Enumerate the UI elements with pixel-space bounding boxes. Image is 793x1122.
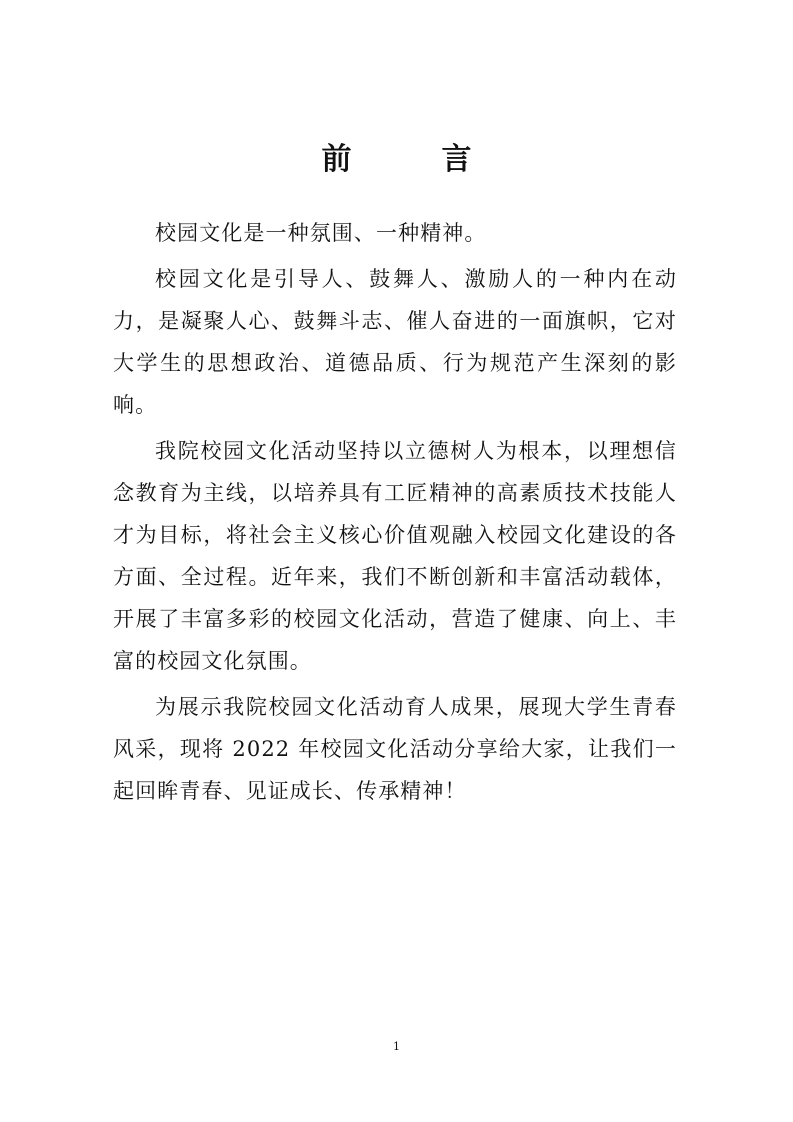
preface-body bbox=[113, 212, 677, 816]
paragraph-3: 我院校园文化活动坚持以立德树人为根本，以理想信念教育为主线，以培养具有工匠精神的高素质技术技能人才为目标，将社会主义核心价值观融入校园文化建设的各方面、全过程。近年来，我们不断创新和丰富活动载体，开展了丰富多彩的校园文化活动，营造了健康、向上、丰富的校园文化氛围。 bbox=[113, 439, 677, 673]
page-title: 前 言 bbox=[321, 142, 502, 177]
page-number: 1 bbox=[393, 1040, 400, 1053]
paragraph-1: 校园文化是一种氛围、一种精神。 bbox=[155, 221, 487, 245]
paragraph-4: 为展示我院校园文化活动育人成果，展现大学生青春风采，现将 2022 年校园文化活动分享给大家，让我们一起回眸青春、见证成长、传承精神！ bbox=[113, 695, 677, 803]
paragraph-2: 校园文化是引导人、鼓舞人、激励人的一种内在动力，是凝聚人心、鼓舞斗志、催人奋进的一面旗帜，它对大学生的思想政治、道德品质、行为规范产生深刻的影响。 bbox=[113, 267, 677, 417]
